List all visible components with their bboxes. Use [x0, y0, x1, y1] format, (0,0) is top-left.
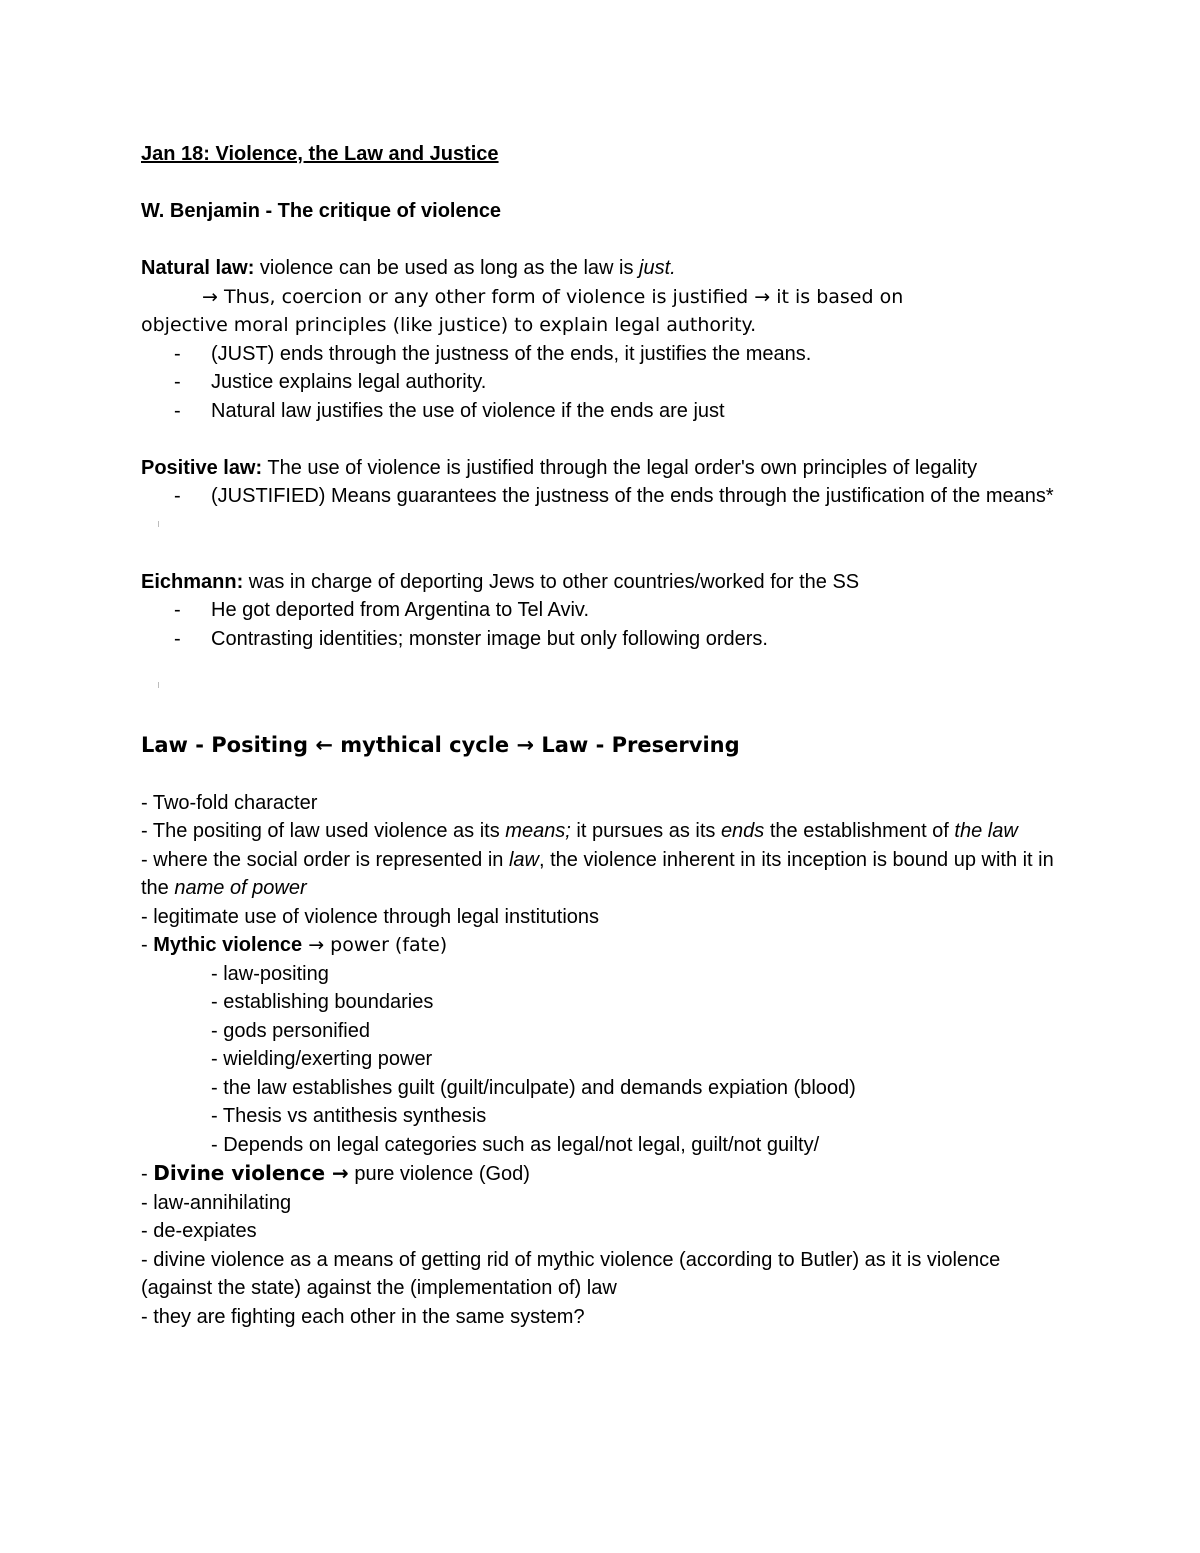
page-title: Jan 18: Violence, the Law and Justice [141, 143, 499, 165]
line-legitimate: - legitimate use of violence through legal institutions [141, 905, 600, 928]
list-item: - Depends on legal categories such as legal/not legal, guilt/not guilty/ [211, 1133, 820, 1156]
divine-rest: pure violence (God) [348, 1163, 530, 1185]
line-annihilating: - law-annihilating [141, 1191, 292, 1214]
list-item: - establishing boundaries [211, 991, 434, 1013]
eichmann-list [141, 596, 1061, 653]
list-item: - Natural law justifies the use of violence if the ends are just [141, 397, 1061, 426]
positing-text-b: it pursues as its [570, 820, 721, 842]
divine-dash: - [141, 1163, 154, 1185]
list-item: - (JUSTIFIED) Means guarantees the justness of the ends through the justification of the means* [141, 482, 1061, 511]
natural-law-label: Natural law: [141, 257, 255, 279]
positive-law-label: Positive law: [141, 456, 263, 479]
mythic-sublist [141, 960, 1061, 1160]
margin-tick [141, 682, 1061, 711]
natural-law-arrow-line [141, 283, 1061, 340]
line-mythic-violence [141, 931, 1061, 960]
list-item: - law-positing [211, 962, 329, 985]
natural-law-text: violence can be used as long as the law is [254, 257, 640, 279]
section-heading: Law - Positing ← mythical cycle → Law - Preserving [141, 733, 740, 757]
social-text-b: , the violence inherent in its inception is bound up with it in the [141, 848, 1054, 899]
natural-law-paragraph [141, 254, 1061, 283]
mythic-rest: → power (fate) [302, 934, 448, 956]
list-item: - (JUST) ends through the justness of the ends, it justifies the means. [141, 340, 1061, 369]
eichmann-text: was in charge of deporting Jews to other countries/worked for the SS [243, 570, 860, 593]
positing-law: the law [954, 820, 1018, 842]
list-item: - He got deported from Argentina to Tel Aviv. [141, 596, 1061, 625]
positive-law-list [141, 482, 1061, 511]
author-heading: W. Benjamin - The critique of violence [141, 200, 502, 222]
margin-tick [141, 511, 1061, 540]
positing-means: means; [505, 820, 571, 842]
social-name-of-power: name of power [174, 877, 307, 899]
divine-label: Divine violence → [153, 1161, 349, 1185]
list-item: - Thesis vs antithesis synthesis [211, 1105, 487, 1127]
line-divine-violence [141, 1159, 1061, 1189]
mythic-label: Mythic violence [153, 934, 303, 956]
positing-text-c: the establishment of [764, 820, 955, 842]
line-fighting: - they are fighting each other in the same system? [141, 1305, 585, 1328]
natural-law-italic: just. [639, 257, 676, 279]
eichmann-paragraph [141, 568, 1061, 597]
eichmann-label: Eichmann: [141, 570, 244, 593]
document-page [141, 140, 1061, 1331]
arrow-line-cont: objective moral principles (like justice) to explain legal authority. [141, 314, 757, 336]
social-text-a: - where the social order is represented in [141, 848, 509, 871]
arrow-line-text: → Thus, coercion or any other form of violence is justified → it is based on [202, 285, 904, 308]
social-law: law [508, 848, 539, 871]
positing-ends: ends [720, 820, 765, 842]
line-positing [141, 817, 1061, 846]
list-item: - Contrasting identities; monster image but only following orders. [141, 625, 1061, 654]
list-item: - gods personified [211, 1019, 370, 1042]
line-expiates: - de-expiates [141, 1220, 257, 1242]
line-two-fold: - Two-fold character [141, 791, 318, 814]
line-divine-means: - divine violence as a means of getting rid of mythic violence (according to Butler) as it is violence (against the state) against the (implementation of) law [141, 1248, 1001, 1299]
list-item: - Justice explains legal authority. [141, 368, 1061, 397]
line-social-order [141, 846, 1061, 903]
positive-law-paragraph [141, 454, 1061, 483]
natural-law-list [141, 340, 1061, 426]
mythic-dash: - [141, 934, 154, 956]
positing-text-a: - The positing of law used violence as its [141, 820, 506, 842]
positive-law-text: The use of violence is justified through the legal order's own principles of legality [262, 456, 978, 479]
list-item: - the law establishes guilt (guilt/inculpate) and demands expiation (blood) [211, 1076, 856, 1099]
list-item: - wielding/exerting power [211, 1048, 433, 1070]
